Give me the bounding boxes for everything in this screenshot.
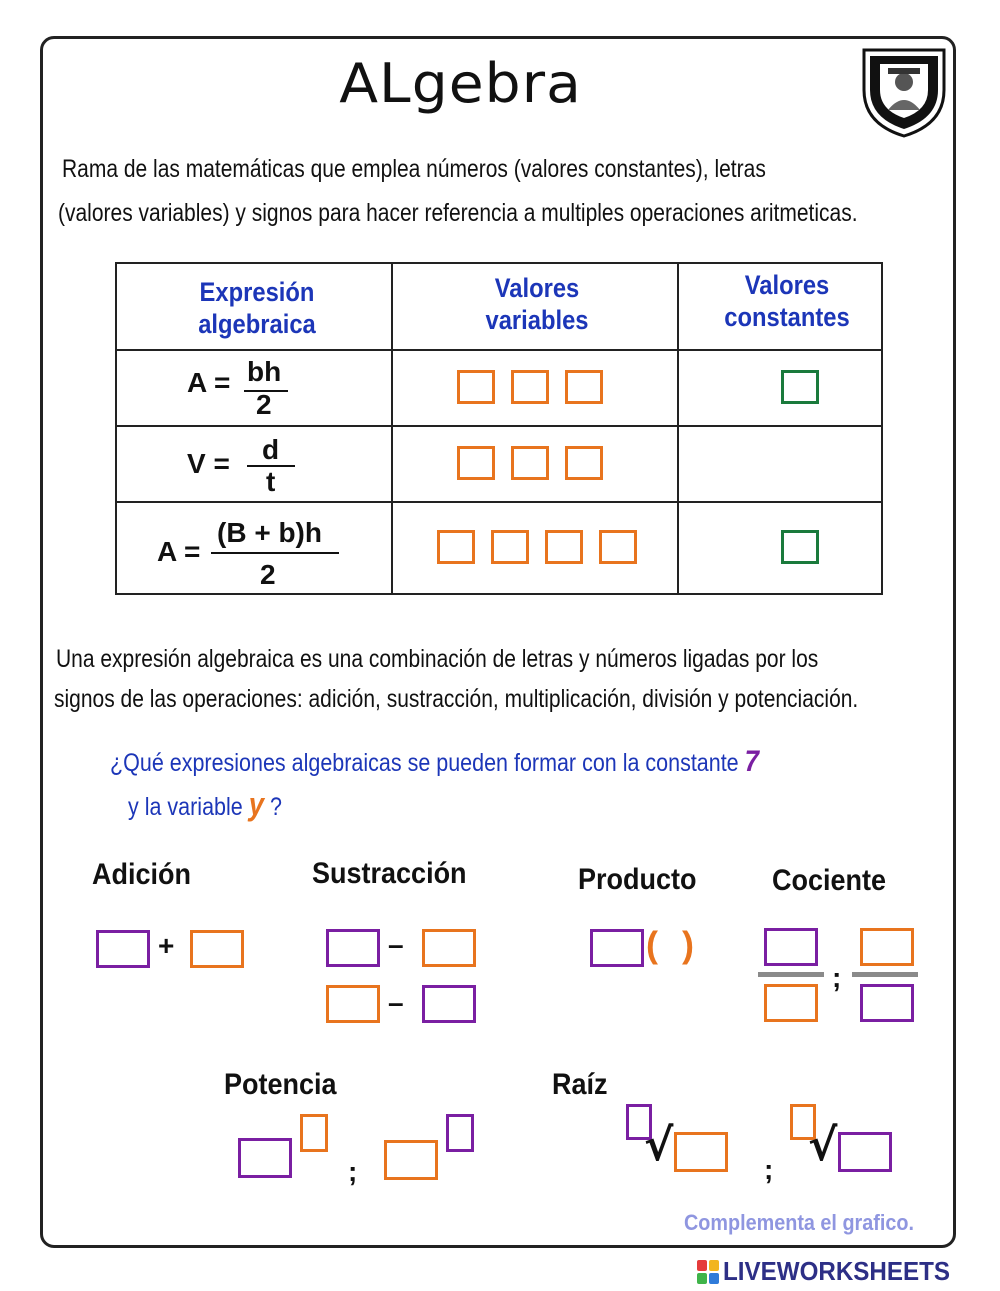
constant-value: 7	[744, 745, 759, 778]
variable-answer-box[interactable]	[511, 370, 549, 404]
radical-sign-icon: √	[644, 1120, 674, 1171]
semicolon: ;	[348, 1156, 358, 1187]
fraction-bar	[758, 972, 824, 977]
fraction-bar	[852, 972, 918, 977]
formula-lhs: A =	[157, 536, 201, 567]
minus-sign: –	[388, 929, 404, 960]
minus-sign: –	[388, 987, 404, 1018]
quotient-denominator-box-2[interactable]	[860, 984, 914, 1022]
header-expression-line2: algebraica	[198, 309, 316, 339]
header-variables-line2: variables	[485, 305, 589, 335]
quotient-denominator-box-1[interactable]	[764, 984, 818, 1022]
quotient-numerator-box-2[interactable]	[860, 928, 914, 966]
question-text: y la variable	[128, 793, 243, 821]
section-subtraction: Sustracción	[312, 857, 467, 890]
table-divider	[117, 425, 881, 427]
intro-line-1: Rama de las matemáticas que emplea números (valores constantes), letras	[62, 155, 766, 183]
section-root: Raíz	[552, 1068, 608, 1101]
power-exponent-box-1[interactable]	[300, 1114, 328, 1152]
power-base-box-2[interactable]	[384, 1140, 438, 1180]
variable-answer-box[interactable]	[491, 530, 529, 564]
section-product: Producto	[578, 863, 697, 896]
variable-answer-box[interactable]	[511, 446, 549, 480]
table-divider	[117, 349, 881, 351]
header-constants-line1: Valores	[744, 270, 830, 300]
header-expression	[151, 276, 362, 340]
definition-line-2: signos de las operaciones: adición, sustracción, multiplicación, división y potenciación.	[54, 685, 859, 713]
addition-box-right[interactable]	[190, 930, 244, 968]
subtraction-box-1a[interactable]	[326, 929, 380, 967]
liveworksheets-brand	[697, 1256, 967, 1287]
root-radicand-box-2[interactable]	[838, 1132, 892, 1172]
variable-answer-box[interactable]	[437, 530, 475, 564]
header-variables	[431, 272, 642, 336]
formula-numerator: bh	[247, 356, 282, 387]
subtraction-box-2a[interactable]	[326, 985, 380, 1023]
expression-table	[115, 262, 883, 595]
subtraction-box-2b[interactable]	[422, 985, 476, 1023]
plus-sign: +	[158, 930, 175, 961]
quotient-numerator-box-1[interactable]	[764, 928, 818, 966]
header-expression-line1: Expresión	[199, 277, 315, 307]
question-mark: ?	[269, 793, 282, 821]
question-line-2	[128, 784, 282, 827]
header-constants-line2: constantes	[724, 302, 850, 332]
question-line-1	[110, 742, 759, 783]
table-divider	[117, 501, 881, 503]
variable-answer-box[interactable]	[457, 370, 495, 404]
variable-answer-box[interactable]	[599, 530, 637, 564]
question-text: ¿Qué expresiones algebraicas se pueden formar con la constante	[110, 749, 739, 777]
table-divider	[391, 264, 393, 593]
constant-answer-box[interactable]	[781, 370, 819, 404]
section-addition: Adición	[92, 858, 191, 891]
section-quotient: Cociente	[772, 864, 887, 897]
variable-answer-box[interactable]	[565, 370, 603, 404]
school-seal-icon	[858, 44, 950, 140]
radical-sign-icon: √	[808, 1120, 838, 1171]
semicolon: ;	[832, 962, 842, 993]
addition-box-left[interactable]	[96, 930, 150, 968]
formula-numerator: d	[262, 434, 280, 465]
power-base-box-1[interactable]	[238, 1138, 292, 1178]
variable-answer-box[interactable]	[565, 446, 603, 480]
formula-lhs: V =	[187, 448, 230, 479]
variable-answer-box[interactable]	[545, 530, 583, 564]
formula-numerator: (B + b)h	[217, 517, 322, 548]
page-title: ALgebra	[339, 52, 582, 115]
complement-note: Complementa el grafico.	[684, 1210, 914, 1235]
liveworksheets-logo-icon	[697, 1260, 719, 1284]
subtraction-box-1b[interactable]	[422, 929, 476, 967]
header-constants	[699, 269, 875, 333]
open-paren: (	[646, 924, 658, 965]
constant-answer-box[interactable]	[781, 530, 819, 564]
definition-line-1: Una expresión algebraica es una combinación de letras y números ligadas por los	[56, 645, 819, 673]
formula-denominator: 2	[256, 389, 272, 420]
table-divider	[677, 264, 679, 593]
power-exponent-box-2[interactable]	[446, 1114, 474, 1152]
fraction-bar	[211, 552, 339, 554]
header-variables-line1: Valores	[494, 273, 580, 303]
variable-value: y	[248, 786, 265, 822]
variable-answer-box[interactable]	[457, 446, 495, 480]
semicolon: ;	[764, 1154, 774, 1185]
brand-name: LIVEWORKSHEETS	[723, 1256, 951, 1286]
formula-denominator: t	[266, 466, 276, 497]
close-paren: )	[682, 924, 694, 965]
intro-line-2: (valores variables) y signos para hacer referencia a multiples operaciones aritmeticas.	[58, 199, 858, 227]
section-power: Potencia	[224, 1068, 337, 1101]
formula-denominator: 2	[260, 559, 276, 590]
formula-lhs: A =	[187, 367, 231, 398]
root-radicand-box-1[interactable]	[674, 1132, 728, 1172]
product-box[interactable]	[590, 929, 644, 967]
